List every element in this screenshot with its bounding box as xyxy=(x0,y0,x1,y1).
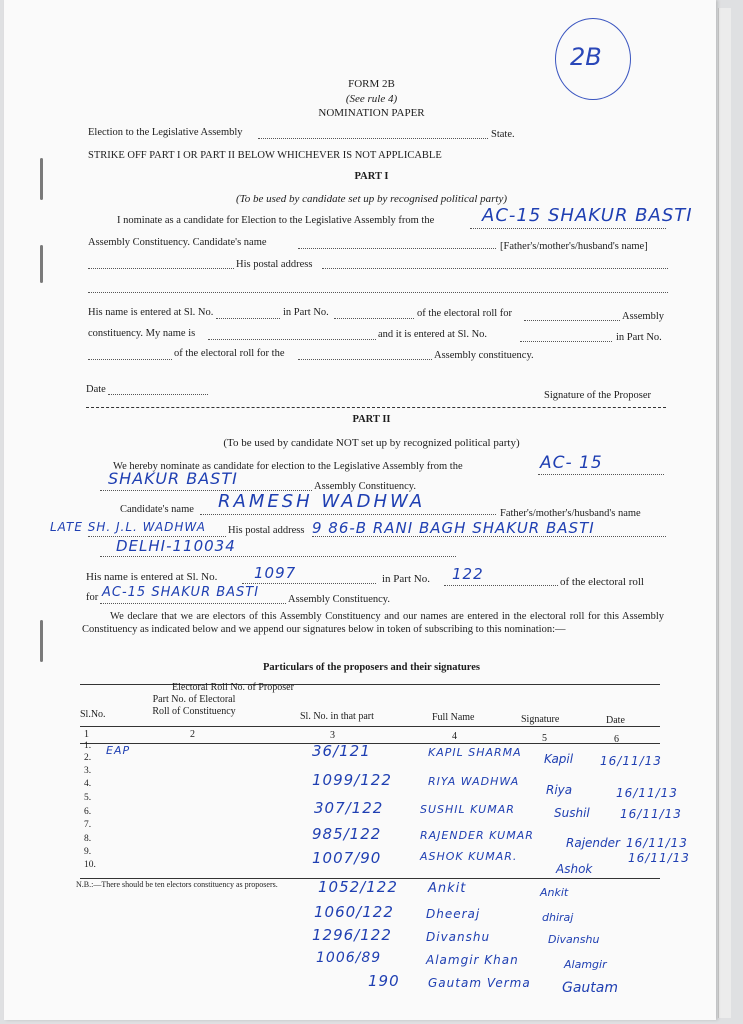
row-name: Gautam Verma xyxy=(428,976,531,990)
table-row-number: 1. xyxy=(84,741,92,751)
row-slpart: 1296/122 xyxy=(312,926,392,944)
table-row-number: 4. xyxy=(84,779,92,789)
election-line-state: State. xyxy=(491,129,515,140)
table-row-number: 7. xyxy=(84,820,92,830)
table-col-number: 2 xyxy=(190,729,195,740)
row-slpart: 985/122 xyxy=(312,825,382,843)
part2-slno-label: His name is entered at Sl. No. xyxy=(86,571,218,583)
table-col-signature: Signature xyxy=(521,714,560,725)
row-signature: Rajender xyxy=(566,836,620,850)
table-title: Particulars of the proposers and their signatures xyxy=(263,662,480,673)
part1-line5c: in Part No. xyxy=(616,332,662,343)
part1-heading: PART I xyxy=(354,171,389,182)
part1-roll-field xyxy=(524,320,620,321)
part1-relative-field xyxy=(88,268,234,269)
row-date: 16/11/13 xyxy=(626,836,688,850)
form-title: FORM 2B xyxy=(348,78,395,90)
row-slpart: 36/121 xyxy=(312,742,371,760)
strike-off-instruction: STRIKE OFF PART I OR PART II BELOW WHICHEVER IS NOT APPLICABLE xyxy=(88,150,442,161)
table-row-number: 2. xyxy=(84,753,92,763)
postal-address-city-handwritten: DELHI-110034 xyxy=(116,537,236,555)
page-stack-edge xyxy=(718,8,731,1018)
table-row-number: 10. xyxy=(84,860,96,870)
table-col-number: 6 xyxy=(614,734,619,745)
part2-candidate-label: Candidate's name xyxy=(120,504,194,515)
row-date: 16/11/13 xyxy=(616,786,678,800)
part1-address-field xyxy=(322,268,668,269)
part2-constituency-handwritten: AC- 15 xyxy=(540,453,603,473)
table-row-number: 8. xyxy=(84,834,92,844)
part1-slno-field xyxy=(216,318,280,319)
row-name: SUSHIL KUMAR xyxy=(420,803,515,816)
part1-line4c: of the electoral roll for xyxy=(417,308,513,319)
row-name: RIYA WADHWA xyxy=(428,775,520,788)
part2-for-label: for xyxy=(86,592,99,603)
form-stamp: 2B xyxy=(555,18,631,100)
row-signature: Kapil xyxy=(544,752,574,766)
father-name-handwritten: LATE SH. J.L. WADHWA xyxy=(50,520,206,534)
row-signature: Sushil xyxy=(554,806,590,820)
postal-address-handwritten: 9 86-B RANI BAGH SHAKUR BASTI xyxy=(312,519,595,537)
table-row-number: 5. xyxy=(84,793,92,803)
part2-roll-constituency-field xyxy=(100,603,286,604)
part1-address-field-2 xyxy=(88,292,668,293)
table-header-rule xyxy=(80,726,660,727)
row-date: 16/11/13 xyxy=(600,754,662,768)
part1-line4d: Assembly xyxy=(622,311,664,322)
row-signature: Divanshu xyxy=(548,933,600,946)
part2-partno-label: in Part No. xyxy=(382,573,430,585)
part2-address-field-2 xyxy=(100,556,456,557)
table-col-number: 5 xyxy=(542,733,547,744)
table-note: N.B.:—There should be ten electors constituency as proposers. xyxy=(76,880,278,889)
part1-line3: His postal address xyxy=(236,259,313,270)
table-row-number: 6. xyxy=(84,807,92,817)
roll-constituency-handwritten: AC-15 SHAKUR BASTI xyxy=(102,585,260,600)
part2-line1: We hereby nominate as candidate for election to the Legislative Assembly from the xyxy=(113,461,463,472)
part2-partno-field xyxy=(444,585,558,586)
part2-slno-field xyxy=(242,583,376,584)
row-signature: Ashok xyxy=(556,862,593,876)
form-rule: (See rule 4) xyxy=(345,93,398,105)
part2-address-label: His postal address xyxy=(228,525,305,536)
row-signature: Alamgir xyxy=(564,958,607,971)
part1-line5a: constituency. My name is xyxy=(88,328,196,339)
part1-line4a: His name is entered at Sl. No. xyxy=(88,307,214,318)
table-col-number: 1 xyxy=(84,729,89,740)
slno-handwritten: 1097 xyxy=(254,564,297,582)
part1-line2b: [Father's/mother's/husband's name] xyxy=(500,241,648,252)
row-name: ASHOK KUMAR. xyxy=(420,850,518,863)
row-slpart: 1052/122 xyxy=(318,878,398,896)
part1-subheading: (To be used by candidate set up by recognised political party) xyxy=(235,193,508,205)
table-col-date: Date xyxy=(606,715,625,726)
part1-constituency-handwritten: AC-15 SHAKUR BASTI xyxy=(482,205,693,226)
table-top-rule xyxy=(80,684,660,685)
part1-line1: I nominate as a candidate for Election to the Legislative Assembly from the xyxy=(117,215,435,226)
row-slpart: 1006/89 xyxy=(316,950,382,966)
election-line-label: Election to the Legislative Assembly xyxy=(88,127,243,138)
part1-date-field xyxy=(108,394,208,395)
table-row-number: 3. xyxy=(84,766,92,776)
row-date: 16/11/13 xyxy=(628,851,690,865)
punch-mark xyxy=(40,620,43,662)
row-name: Ankit xyxy=(428,881,467,896)
table-scribble: EAP xyxy=(106,744,131,757)
part1-partno-field xyxy=(334,318,414,319)
row-name: RAJENDER KUMAR xyxy=(420,829,534,842)
part2-line2: Assembly Constituency. xyxy=(314,481,416,492)
part1-signature-label: Signature of the Proposer xyxy=(544,390,652,401)
table-group-header: Electoral Roll No. of Proposer xyxy=(172,682,294,693)
part1-constituency-field xyxy=(470,228,666,229)
row-signature: dhiraj xyxy=(542,911,574,924)
table-col-number: 4 xyxy=(452,731,457,742)
row-name: Alamgir Khan xyxy=(426,953,519,967)
part2-line7b: Assembly Constituency. xyxy=(288,594,390,605)
row-date: 16/11/13 xyxy=(620,807,682,821)
part1-line6b: Assembly constituency. xyxy=(434,350,534,361)
partno-handwritten: 122 xyxy=(452,565,484,583)
table-col-name: Full Name xyxy=(432,712,475,723)
part1-line5b: and it is entered at Sl. No. xyxy=(378,329,488,340)
row-slpart: 1099/122 xyxy=(312,771,392,789)
candidate-name-handwritten: RAMESH WADHWA xyxy=(218,491,426,512)
part2-roll-label: of the electoral roll xyxy=(560,576,644,588)
part1-line6a: of the electoral roll for the xyxy=(174,348,285,359)
table-col-number: 3 xyxy=(330,730,335,741)
part2-declaration: We declare that we are electors of this Assembly Constituency and our names are entered in the electoral roll for this Assembly Constituency as indicated below and we append our signatures below in token of subscribing to this nomination:— xyxy=(82,611,664,635)
part2-constituency-name-handwritten: SHAKUR BASTI xyxy=(108,469,238,488)
part1-my-partno-field xyxy=(88,359,172,360)
row-signature: Riya xyxy=(546,783,573,797)
table-col-slpart: Sl. No. in that part xyxy=(300,711,374,722)
row-name: KAPIL SHARMA xyxy=(428,746,522,759)
part1-date-label: Date xyxy=(86,384,106,395)
row-slpart: 1007/90 xyxy=(312,849,382,867)
part1-my-constituency-field xyxy=(298,359,432,360)
form-subtitle: NOMINATION PAPER xyxy=(318,107,425,119)
part1-candidate-field xyxy=(298,248,496,249)
part2-heading: PART II xyxy=(352,414,391,425)
row-slpart: 1060/122 xyxy=(314,903,394,921)
row-name: Dheeraj xyxy=(426,907,481,921)
part2-candidate-field xyxy=(200,514,496,515)
row-slpart: 190 xyxy=(368,972,400,990)
row-signature: Gautam xyxy=(562,980,619,996)
part1-line2a: Assembly Constituency. Candidate's name xyxy=(88,237,267,248)
part1-line4b: in Part No. xyxy=(283,307,329,318)
part-separator xyxy=(86,407,666,408)
part2-constituency-field xyxy=(538,474,664,475)
row-name: Divanshu xyxy=(426,930,491,944)
table-col-part: Part No. of Electoral Roll of Constituency xyxy=(152,694,236,717)
row-signature: Ankit xyxy=(540,886,569,899)
table-col-sl: Sl.No. xyxy=(80,709,106,720)
part1-my-slno-field xyxy=(520,341,612,342)
row-slpart: 307/122 xyxy=(314,799,384,817)
part1-myname-field xyxy=(208,339,376,340)
table-row-number: 9. xyxy=(84,847,92,857)
part2-subheading: (To be used by candidate NOT set up by recognized political party) xyxy=(223,437,520,449)
part2-relation-label: Father's/mother's/husband's name xyxy=(500,508,641,519)
election-state-field xyxy=(258,138,488,139)
punch-mark xyxy=(40,245,43,283)
